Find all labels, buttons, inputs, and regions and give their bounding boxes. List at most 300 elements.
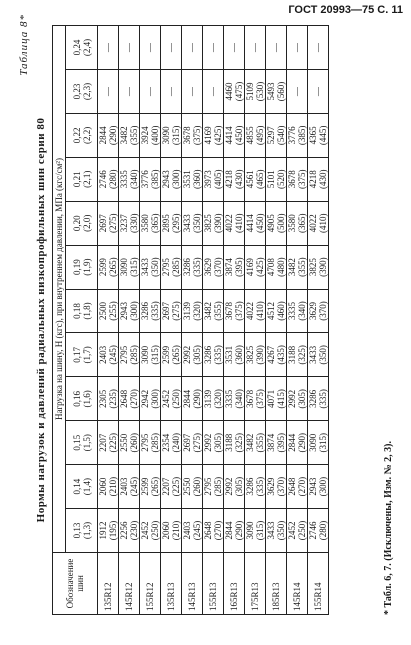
load-newton: 4414 xyxy=(224,126,234,145)
load-kgs: (265) xyxy=(108,257,118,277)
load-newton: 3139 xyxy=(203,389,213,408)
load-cell xyxy=(182,245,203,289)
load-cell xyxy=(182,26,203,70)
tyre-designation: 185R13 xyxy=(266,553,287,615)
load-kgs: (350) xyxy=(150,257,160,277)
load-newton: 2697 xyxy=(98,214,108,233)
load-cell xyxy=(287,421,308,465)
load-cell xyxy=(161,201,182,245)
load-newton: 2992 xyxy=(203,433,213,452)
load-cell xyxy=(245,245,266,289)
load-newton: 3825 xyxy=(245,345,255,364)
load-cell xyxy=(119,509,140,553)
load-kgs: (385) xyxy=(297,125,307,146)
load-cell xyxy=(308,26,329,70)
load-newton: — xyxy=(145,43,155,53)
table-row xyxy=(140,26,161,615)
load-newton: 3776 xyxy=(287,126,297,145)
load-newton: 3335 xyxy=(119,170,129,189)
load-kgs: (210) xyxy=(171,520,181,541)
tyre-designation: 145R13 xyxy=(182,553,203,615)
load-kgs: (315) xyxy=(129,257,139,277)
col-header-pressure xyxy=(66,201,98,245)
load-newton: 3188 xyxy=(224,433,234,452)
load-cell xyxy=(182,70,203,114)
load-newton: 2207 xyxy=(161,477,171,496)
pressure-kgs: (2,1) xyxy=(81,170,92,188)
load-cell xyxy=(98,289,119,333)
load-cell xyxy=(119,465,140,509)
tyre-designation: 155R14 xyxy=(308,553,329,615)
col-header-pressure xyxy=(66,70,98,114)
load-cell xyxy=(182,201,203,245)
load-kgs: (425) xyxy=(255,257,265,277)
load-cell xyxy=(161,157,182,201)
load-newton: 3482 xyxy=(287,258,297,277)
load-kgs: (410) xyxy=(318,213,328,233)
load-cell xyxy=(98,421,119,465)
pressure-kgs: (1,6) xyxy=(81,390,92,408)
load-cell xyxy=(119,245,140,289)
load-newton: 3433 xyxy=(182,214,192,233)
load-newton: — xyxy=(166,43,176,53)
load-kgs: (275) xyxy=(171,301,181,321)
tyre-designation: 155R12 xyxy=(140,553,161,615)
load-cell xyxy=(308,465,329,509)
pressure-mpa: 0,22 xyxy=(71,127,82,144)
pressure-kgs: (2,2) xyxy=(81,126,92,145)
table-row xyxy=(308,26,329,615)
load-newton: 4169 xyxy=(203,126,213,145)
pressure-mpa: 0,13 xyxy=(71,522,82,539)
load-newton: 2844 xyxy=(98,126,108,145)
load-newton: 2992 xyxy=(287,389,297,408)
load-cell xyxy=(161,26,182,70)
load-kgs: (355) xyxy=(129,125,139,146)
load-kgs: (335) xyxy=(318,389,328,409)
load-newton: 3482 xyxy=(245,433,255,452)
load-cell xyxy=(98,377,119,421)
load-kgs: (480) xyxy=(276,257,286,277)
load-newton: 2403 xyxy=(98,345,108,364)
load-cell xyxy=(266,26,287,70)
load-kgs: (365) xyxy=(150,213,160,233)
load-cell xyxy=(203,201,224,245)
load-newton: 2844 xyxy=(224,521,234,540)
load-newton: 3825 xyxy=(203,214,213,233)
load-kgs: (450) xyxy=(255,213,265,233)
pressure-kgs: (2,4) xyxy=(81,38,92,57)
load-newton: 2599 xyxy=(98,258,108,277)
load-kgs: (305) xyxy=(192,345,202,365)
load-cell xyxy=(203,289,224,333)
load-newton: 2500 xyxy=(98,302,108,321)
load-cell xyxy=(182,421,203,465)
load-newton: 2943 xyxy=(119,302,129,321)
tyre-designation: 145R12 xyxy=(119,553,140,615)
load-newton: 2452 xyxy=(140,521,150,540)
col-header-pressure xyxy=(66,245,98,289)
load-kgs: (225) xyxy=(171,476,181,497)
load-newton: 3629 xyxy=(308,302,318,321)
table-title: Нормы нагрузок и давлений радиальных низкопрофильных шин серии 80 xyxy=(35,117,47,523)
load-kgs: (355) xyxy=(297,257,307,277)
load-kgs: (280) xyxy=(318,520,328,541)
pressure-kgs: (1,5) xyxy=(81,434,92,452)
col-header-pressure xyxy=(66,465,98,509)
load-cell xyxy=(161,70,182,114)
load-newton: 3678 xyxy=(245,389,255,408)
load-cell xyxy=(287,201,308,245)
load-cell xyxy=(224,289,245,333)
load-cell xyxy=(161,289,182,333)
load-cell xyxy=(287,333,308,377)
load-newton: — xyxy=(229,43,239,53)
load-kgs: (540) xyxy=(276,125,286,146)
table-row xyxy=(161,26,182,615)
load-kgs: (280) xyxy=(108,169,118,190)
load-cell xyxy=(161,421,182,465)
load-cell xyxy=(98,157,119,201)
load-cell xyxy=(266,70,287,114)
load-kgs: (340) xyxy=(234,389,244,409)
load-newton: 3188 xyxy=(287,345,297,364)
load-cell xyxy=(245,509,266,553)
load-kgs: (355) xyxy=(213,301,223,321)
load-newton: — xyxy=(166,86,176,96)
pressure-mpa: 0,18 xyxy=(71,303,82,319)
table-row xyxy=(266,26,287,615)
load-newton: 4512 xyxy=(266,302,276,321)
load-newton: 2942 xyxy=(140,389,150,408)
load-newton: — xyxy=(187,86,197,96)
load-cell xyxy=(203,26,224,70)
load-kgs: (305) xyxy=(213,432,223,453)
table-row xyxy=(98,26,119,615)
load-kgs: (260) xyxy=(129,432,139,453)
load-newton: 3776 xyxy=(140,170,150,189)
load-cell xyxy=(266,465,287,509)
load-kgs: (305) xyxy=(234,476,244,497)
load-norms-table xyxy=(52,25,329,615)
load-newton: — xyxy=(313,43,323,53)
load-kgs: (335) xyxy=(213,345,223,365)
load-kgs: (335) xyxy=(192,257,202,277)
load-newton: — xyxy=(208,86,218,96)
load-cell xyxy=(287,70,308,114)
col-header-pressure xyxy=(66,26,98,70)
pressure-mpa: 0,14 xyxy=(71,478,82,495)
load-kgs: (315) xyxy=(150,345,160,365)
load-kgs: (370) xyxy=(213,257,223,277)
load-newton: — xyxy=(124,86,134,96)
load-newton: 2844 xyxy=(182,389,192,408)
load-kgs: (290) xyxy=(234,520,244,541)
pressure-kgs: (2,0) xyxy=(81,214,92,232)
load-newton: 4365 xyxy=(308,126,318,145)
load-newton: 2599 xyxy=(140,477,150,496)
pressure-mpa: 0,20 xyxy=(71,215,82,232)
load-newton: 4218 xyxy=(224,170,234,189)
load-kgs: (350) xyxy=(318,345,328,365)
load-newton: — xyxy=(187,43,197,53)
pressure-mpa: 0,23 xyxy=(71,83,82,100)
load-kgs: (430) xyxy=(234,169,244,190)
col-header-pressure xyxy=(66,421,98,465)
page-header: ГОСТ 20993—75 С. 11 xyxy=(288,4,403,16)
load-newton: 4267 xyxy=(266,345,276,364)
load-cell xyxy=(203,333,224,377)
col-header-pressure xyxy=(66,113,98,157)
load-newton: 3090 xyxy=(245,521,255,540)
load-cell xyxy=(224,333,245,377)
load-newton: 4022 xyxy=(245,302,255,321)
load-kgs: (375) xyxy=(297,169,307,190)
load-newton: 2895 xyxy=(161,214,171,233)
load-cell xyxy=(266,245,287,289)
load-kgs: (250) xyxy=(150,520,160,541)
load-kgs: (210) xyxy=(108,476,118,497)
load-newton: 4169 xyxy=(245,258,255,277)
col-header-group: Нагрузка на шину, Н (кгс), при внутреннем давлении, МПа (кгс/см²) xyxy=(53,26,66,553)
pressure-kgs: (1,9) xyxy=(81,258,92,276)
load-newton: — xyxy=(145,86,155,96)
table-row xyxy=(245,26,266,615)
load-cell xyxy=(224,113,245,157)
load-cell xyxy=(140,421,161,465)
load-kgs: (330) xyxy=(129,213,139,233)
col-header-pressure xyxy=(66,333,98,377)
load-cell xyxy=(224,377,245,421)
load-newton: 3924 xyxy=(140,126,150,145)
load-cell xyxy=(140,113,161,157)
load-kgs: (435) xyxy=(276,345,286,365)
load-newton: 4414 xyxy=(245,214,255,233)
load-cell xyxy=(182,333,203,377)
table-number: Таблица 8* xyxy=(18,14,30,76)
load-newton: 2648 xyxy=(287,477,297,496)
pressure-mpa: 0,19 xyxy=(71,259,82,275)
load-newton: 4071 xyxy=(266,389,276,408)
load-kgs: (415) xyxy=(276,389,286,409)
tyre-designation: 165R13 xyxy=(224,553,245,615)
load-newton: 3874 xyxy=(266,433,276,452)
load-newton: 2403 xyxy=(182,521,192,540)
load-cell xyxy=(224,245,245,289)
load-newton: 2550 xyxy=(182,477,192,496)
load-kgs: (260) xyxy=(192,476,202,497)
load-cell xyxy=(203,157,224,201)
load-cell xyxy=(245,289,266,333)
tyre-designation: 175R13 xyxy=(245,553,266,615)
load-cell xyxy=(308,157,329,201)
load-cell xyxy=(119,421,140,465)
col-header-pressure xyxy=(66,377,98,421)
load-newton: 2795 xyxy=(203,477,213,496)
load-newton: 5493 xyxy=(266,82,276,101)
load-newton: 3286 xyxy=(308,389,318,408)
load-cell xyxy=(224,421,245,465)
load-newton: — xyxy=(208,43,218,53)
load-cell xyxy=(98,26,119,70)
load-newton: 3335 xyxy=(224,389,234,408)
load-kgs: (245) xyxy=(192,520,202,541)
load-cell xyxy=(308,377,329,421)
load-cell xyxy=(140,201,161,245)
load-kgs: (270) xyxy=(213,520,223,541)
load-cell xyxy=(266,509,287,553)
load-kgs: (250) xyxy=(297,520,307,541)
load-kgs: (285) xyxy=(171,257,181,277)
load-cell xyxy=(98,333,119,377)
load-kgs: (245) xyxy=(108,345,118,365)
load-newton: 5297 xyxy=(266,126,276,145)
pressure-mpa: 0,17 xyxy=(71,347,82,363)
load-kgs: (240) xyxy=(171,432,181,453)
load-kgs: (390) xyxy=(318,257,328,277)
load-kgs: (450) xyxy=(234,125,244,146)
load-cell xyxy=(140,289,161,333)
load-kgs: (265) xyxy=(150,476,160,497)
load-kgs: (320) xyxy=(192,301,202,321)
load-kgs: (395) xyxy=(234,257,244,277)
load-cell xyxy=(266,333,287,377)
load-cell xyxy=(224,70,245,114)
load-newton: 3531 xyxy=(182,170,192,189)
load-kgs: (300) xyxy=(150,389,160,409)
load-kgs: (355) xyxy=(255,432,265,453)
load-kgs: (320) xyxy=(213,389,223,409)
load-kgs: (285) xyxy=(129,345,139,365)
load-newton: 4218 xyxy=(308,170,318,189)
load-kgs: (275) xyxy=(108,213,118,233)
load-cell xyxy=(161,245,182,289)
load-cell xyxy=(140,26,161,70)
load-cell xyxy=(287,157,308,201)
load-kgs: (530) xyxy=(255,81,265,102)
col-header-pressure xyxy=(66,289,98,333)
load-newton: 3286 xyxy=(182,258,192,277)
load-newton: 4855 xyxy=(245,126,255,145)
load-cell xyxy=(287,377,308,421)
load-newton: 3629 xyxy=(203,258,213,277)
load-newton: 4022 xyxy=(308,214,318,233)
load-newton: 3237 xyxy=(119,214,129,233)
load-kgs: (400) xyxy=(150,125,160,146)
load-cell xyxy=(140,157,161,201)
load-newton: 2844 xyxy=(287,433,297,452)
load-cell xyxy=(140,377,161,421)
load-kgs: (340) xyxy=(129,169,139,190)
load-cell xyxy=(161,113,182,157)
load-newton: 2697 xyxy=(182,433,192,452)
load-newton: 3531 xyxy=(224,345,234,364)
load-newton: — xyxy=(313,86,323,96)
load-kgs: (285) xyxy=(150,432,160,453)
load-cell xyxy=(203,509,224,553)
load-newton: — xyxy=(103,86,113,96)
load-cell xyxy=(308,289,329,333)
load-cell xyxy=(119,377,140,421)
load-newton: 2354 xyxy=(161,433,171,452)
load-cell xyxy=(287,509,308,553)
load-cell xyxy=(287,26,308,70)
load-kgs: (370) xyxy=(276,476,286,497)
load-cell xyxy=(182,465,203,509)
load-cell xyxy=(308,245,329,289)
load-kgs: (275) xyxy=(192,432,202,453)
load-kgs: (340) xyxy=(297,301,307,321)
load-cell xyxy=(98,70,119,114)
tyre-designation: 135R13 xyxy=(161,553,182,615)
load-cell xyxy=(224,465,245,509)
load-cell xyxy=(140,465,161,509)
load-cell xyxy=(119,26,140,70)
load-cell xyxy=(182,377,203,421)
load-newton: 2746 xyxy=(308,521,318,540)
load-cell xyxy=(98,245,119,289)
load-newton: 3678 xyxy=(287,170,297,189)
load-kgs: (520) xyxy=(276,169,286,190)
col-header-pressure xyxy=(66,509,98,553)
load-cell xyxy=(140,70,161,114)
tyre-designation: 135R12 xyxy=(98,553,119,615)
load-cell xyxy=(182,157,203,201)
load-cell xyxy=(245,421,266,465)
load-newton: 4460 xyxy=(224,82,234,101)
load-kgs: (290) xyxy=(108,125,118,146)
load-kgs: (375) xyxy=(255,389,265,409)
load-newton: 2746 xyxy=(98,170,108,189)
load-cell xyxy=(203,465,224,509)
load-cell xyxy=(119,333,140,377)
load-newton: 3973 xyxy=(203,170,213,189)
load-cell xyxy=(140,245,161,289)
load-newton: 4022 xyxy=(224,214,234,233)
load-cell xyxy=(245,157,266,201)
load-newton: 3482 xyxy=(119,126,129,145)
load-newton: 2207 xyxy=(98,433,108,452)
load-cell xyxy=(203,113,224,157)
load-kgs: (500) xyxy=(276,213,286,233)
load-newton: 3090 xyxy=(140,345,150,364)
load-newton: 2648 xyxy=(119,389,129,408)
load-newton: — xyxy=(250,43,260,53)
load-newton: 2697 xyxy=(161,302,171,321)
load-newton: 2943 xyxy=(308,477,318,496)
load-kgs: (270) xyxy=(129,389,139,409)
load-cell xyxy=(308,333,329,377)
col-header-pressure xyxy=(66,157,98,201)
load-newton: 2795 xyxy=(119,345,129,364)
load-newton: 2256 xyxy=(119,521,129,540)
load-cell xyxy=(119,157,140,201)
load-cell xyxy=(161,333,182,377)
load-cell xyxy=(245,26,266,70)
load-kgs: (560) xyxy=(276,81,286,102)
load-cell xyxy=(266,289,287,333)
load-cell xyxy=(203,377,224,421)
load-cell xyxy=(287,465,308,509)
load-newton: — xyxy=(292,43,302,53)
load-cell xyxy=(98,465,119,509)
load-cell xyxy=(224,509,245,553)
load-cell xyxy=(203,70,224,114)
load-kgs: (350) xyxy=(276,520,286,541)
load-newton: 4708 xyxy=(266,258,276,277)
table-row xyxy=(287,26,308,615)
load-cell xyxy=(308,201,329,245)
